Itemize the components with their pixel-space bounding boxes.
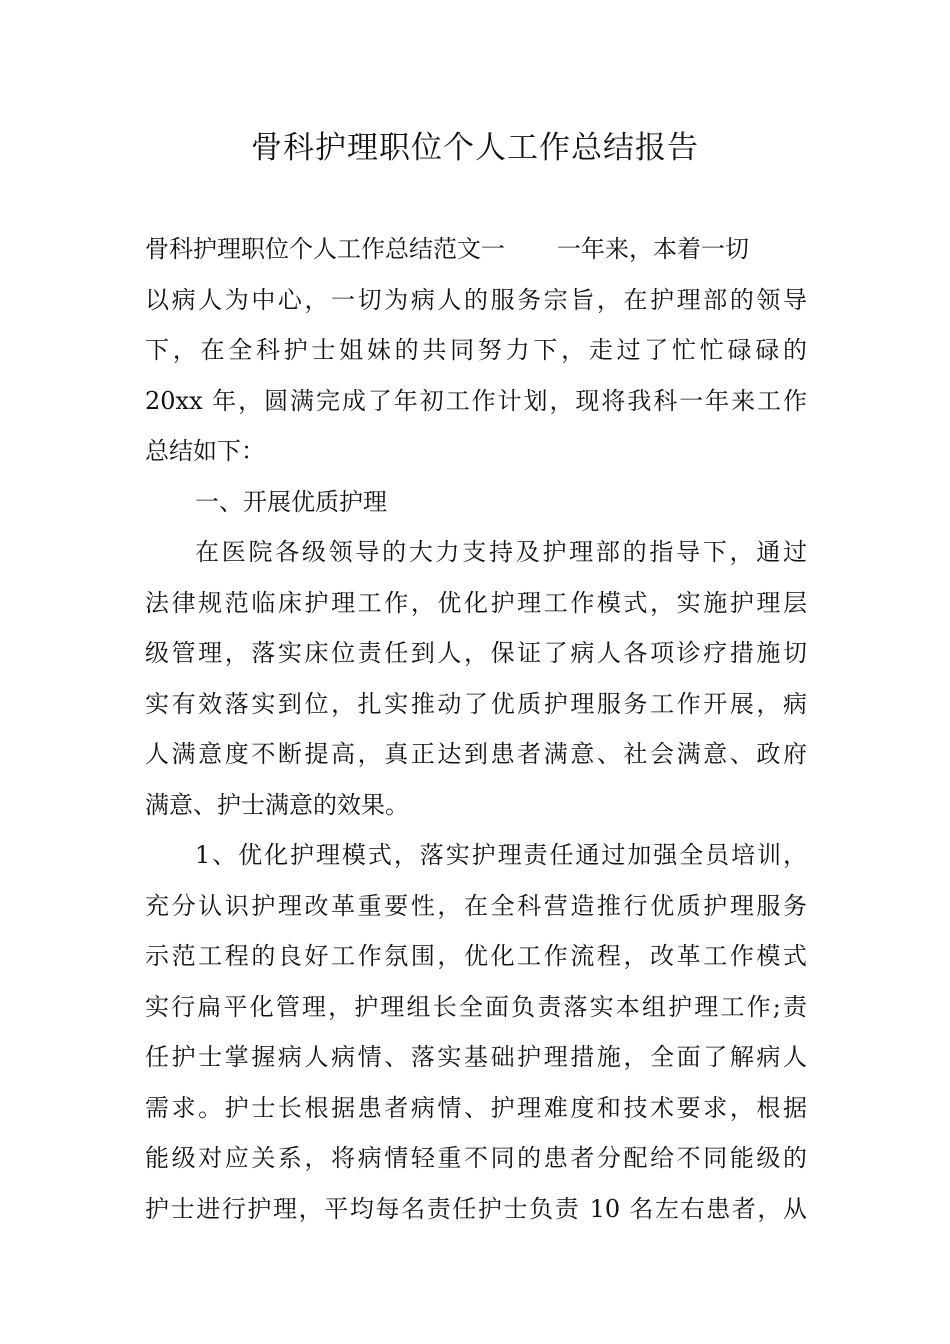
section-heading: 一、开展优质护理 (195, 487, 387, 516)
paragraph-line: 总结如下： (145, 437, 265, 465)
paragraph-line: 1、优化护理模式，落实护理责任通过加强全员培训， (195, 841, 807, 869)
paragraph-line: 实行扁平化管理，护理组长全面负责落实本组护理工作;责 (145, 992, 807, 1021)
paragraph-text: 一年来，本着一切 (557, 235, 749, 263)
paragraph-line: 需求。护士长根据患者病情、护理难度和技术要求，根据 (145, 1093, 807, 1122)
paragraph-line: 能级对应关系，将病情轻重不同的患者分配给不同能级的 (145, 1144, 807, 1172)
paragraph-line: 以病人为中心，一切为病人的服务宗旨，在护理部的领导 (145, 285, 807, 314)
paragraph-line: 法律规范临床护理工作，优化护理工作模式，实施护理层 (145, 588, 807, 617)
paragraph-line: 人满意度不断提高，真正达到患者满意、社会满意、政府 (145, 740, 807, 768)
paragraph-heading-text: 骨科护理职位个人工作总结范文一 (145, 235, 505, 263)
paragraph-line: 满意、护士满意的效果。 (145, 790, 409, 819)
paragraph-line: 示范工程的良好工作氛围，优化工作流程，改革工作模式 (145, 942, 807, 970)
paragraph-line: 实有效落实到位，扎实推动了优质护理服务工作开展，病 (145, 689, 807, 718)
paragraph-line: 护士进行护理，平均每名责任护士负责 10 名左右患者，从 (145, 1194, 807, 1223)
document-title: 骨科护理职位个人工作总结报告 (251, 130, 699, 166)
paragraph-line (145, 224, 807, 275)
paragraph-line: 下，在全科护士姐妹的共同努力下，走过了忙忙碌碌的 (145, 336, 807, 364)
paragraph-line: 20xx 年，圆满完成了年初工作计划，现将我科一年来工作 (145, 386, 807, 415)
paragraph-line: 在医院各级领导的大力支持及护理部的指导下，通过 (195, 538, 807, 566)
paragraph-line: 充分认识护理改革重要性，在全科营造推行优质护理服务 (145, 891, 807, 920)
paragraph-line: 任护士掌握病人病情、落实基础护理措施，全面了解病人 (145, 1043, 807, 1071)
document-body (145, 224, 807, 1234)
paragraph-line: 级管理，落实床位责任到人，保证了病人各项诊疗措施切 (145, 639, 807, 667)
